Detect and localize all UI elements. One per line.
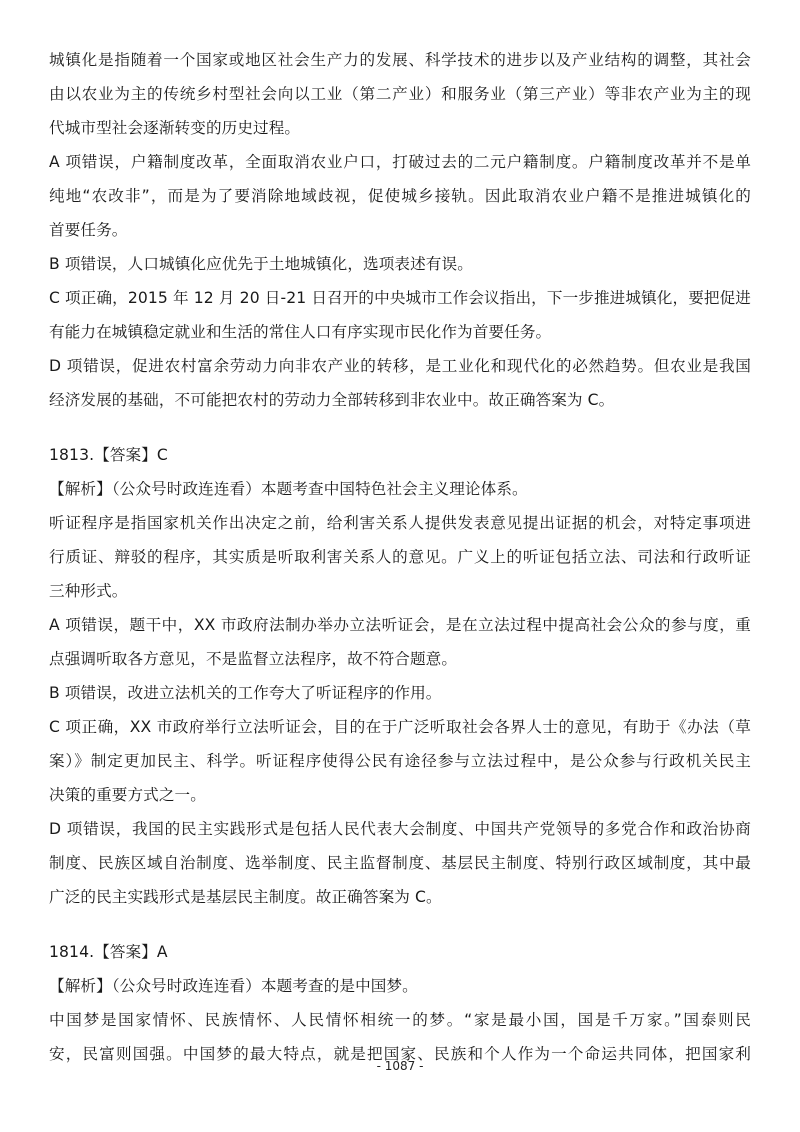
text-line: 有能力在城镇稳定就业和生活的常住人口有序实现市民化作为首要任务。	[49, 323, 552, 341]
text-line: C 项正确，2015 年 12 月 20 日-21 日召开的中央城市工作会议指出，下一步推进城镇化，要把促进	[49, 289, 751, 307]
text-line: B 项错误，改进立法机关的工作夸大了听证程序的作用。	[49, 684, 442, 702]
analysis-heading: 【解析】（公众号时政连连看）本题考查中国特色社会主义理论体系。	[49, 480, 528, 498]
question-answer-heading: 1814.【答案】A	[49, 943, 168, 961]
text-line: 由以农业为主的传统乡村型社会向以工业（第二产业）和服务业（第三产业）等非农产业为主的现	[49, 85, 751, 103]
text-line: 中国梦是国家情怀、民族情怀、人民情怀相统一的梦。“家是最小国，国是千万家。”国泰则民	[49, 1011, 751, 1029]
text-line: A 项错误，户籍制度改革，全面取消农业户口，打破过去的二元户籍制度。户籍制度改革并不是单	[49, 153, 751, 171]
text-line: 点强调听取各方意见，不是监督立法程序，故不符合题意。	[49, 650, 458, 668]
text-line: 代城市型社会逐渐转变的历史过程。	[49, 119, 301, 137]
text-line: 三种形式。	[49, 582, 128, 600]
text-line: A 项错误，题干中，XX 市政府法制办举办立法听证会，是在立法过程中提高社会公众的参与度，重	[49, 616, 751, 634]
text-line: B 项错误，人口城镇化应优先于土地城镇化，选项表述有误。	[49, 255, 473, 273]
text-line: D 项错误，我国的民主实践形式是包括人民代表大会制度、中国共产党领导的多党合作和政治协商	[49, 820, 751, 838]
analysis-heading: 【解析】（公众号时政连连看）本题考查的是中国梦。	[49, 977, 418, 995]
text-line: 案）》制定更加民主、科学。听证程序使得公民有途径参与立法过程中，是公众参与行政机关民主	[49, 752, 751, 770]
text-line: 首要任务。	[49, 221, 128, 239]
text-line: 城镇化是指随着一个国家或地区社会生产力的发展、科学技术的进步以及产业结构的调整，其社会	[49, 51, 751, 69]
text-line: 广泛的民主实践形式是基层民主制度。故正确答案为 C。	[49, 888, 442, 906]
text-line: 安，民富则国强。中国梦的最大特点，就是把国家、民族和个人作为一个命运共同体，把国家利	[49, 1045, 751, 1063]
text-line: 行质证、辩驳的程序，其实质是听取利害关系人的意见。广义上的听证包括立法、司法和行政听证	[49, 548, 751, 566]
text-line: 制度、民族区域自治制度、选举制度、民主监督制度、基层民主制度、特别行政区域制度，其中最	[49, 854, 751, 872]
text-line: 听证程序是指国家机关作出决定之前，给利害关系人提供发表意见提出证据的机会，对特定事项进	[49, 514, 751, 532]
text-line: 决策的重要方式之一。	[49, 786, 206, 804]
text-line: 纯地“农改非”，而是为了要消除地域歧视，促使城乡接轨。因此取消农业户籍不是推进城镇化的	[49, 187, 751, 205]
text-line: D 项错误，促进农村富余劳动力向非农产业的转移，是工业化和现代化的必然趋势。但农业是我国	[49, 357, 751, 375]
text-line: C 项正确，XX 市政府举行立法听证会，目的在于广泛听取社会各界人士的意见，有助于《办法（草	[49, 718, 751, 736]
document-page	[49, 50, 751, 1064]
text-line: 经济发展的基础，不可能把农村的劳动力全部转移到非农业中。故正确答案为 C。	[49, 391, 615, 409]
page-number: - 1087 -	[376, 1059, 424, 1073]
question-answer-heading: 1813.【答案】C	[49, 446, 168, 464]
